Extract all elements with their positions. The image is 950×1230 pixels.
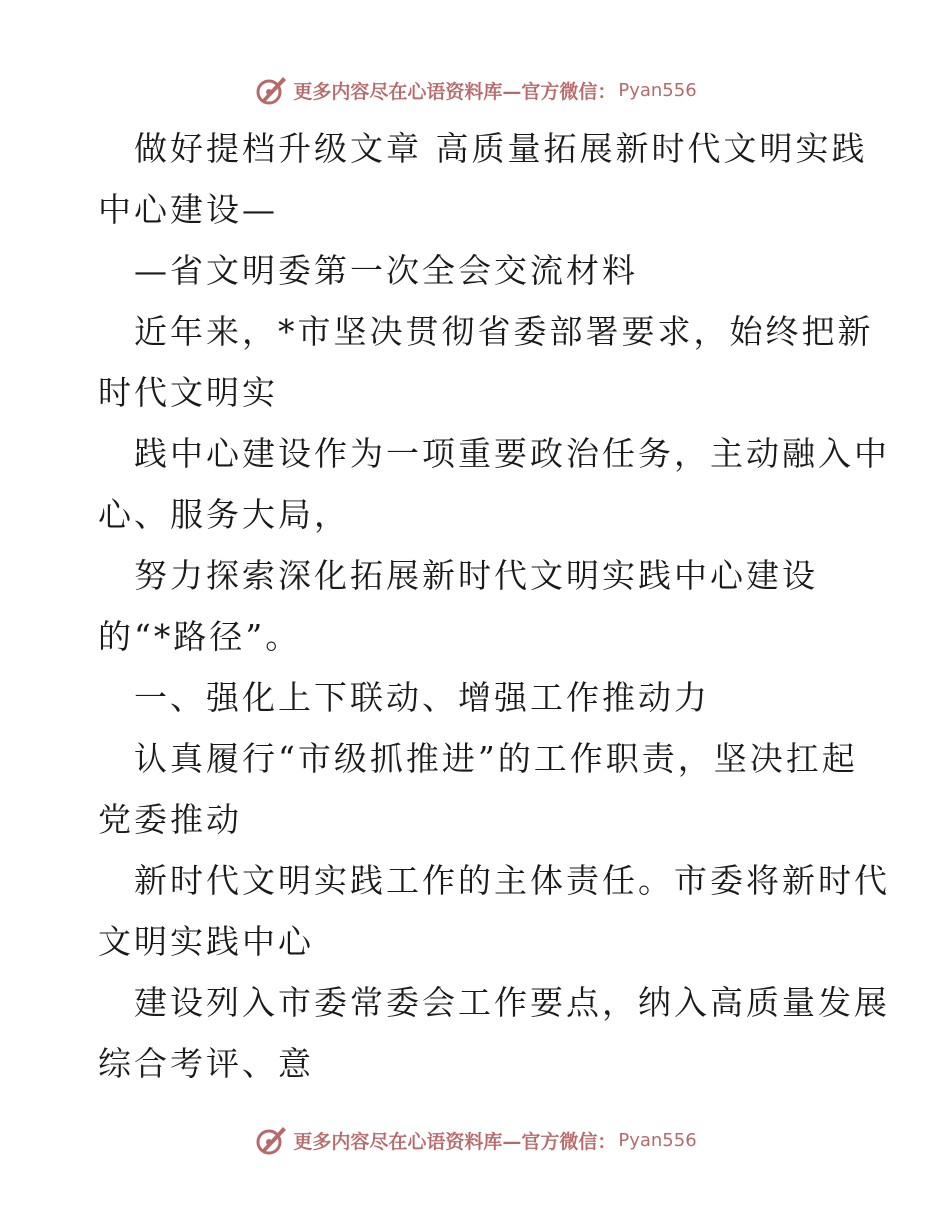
text-line: 综合考评、意 (98, 1044, 314, 1083)
text-line: 党委推动 (98, 800, 242, 839)
title-line-1: 做好提档升级文章 高质量拓展新时代文明实践 (134, 129, 868, 168)
section-heading: 一、强化上下联动、增强工作推动力 (134, 678, 710, 717)
text-line: 时代文明实 (98, 373, 278, 412)
subtitle-line: —省文明委第一次全会交流材料 (134, 251, 638, 290)
watermark-wechat-id: Pyan556 (618, 79, 697, 101)
text-line: 建设列入市委常委会工作要点，纳入高质量发展 (134, 983, 890, 1022)
text-line: 近年来，*市坚决贯彻省委部署要求，始终把新 (134, 312, 874, 351)
text-line: 新时代文明实践工作的主体责任。市委将新时代 (134, 861, 890, 900)
text-line: 心、服务大局， (98, 495, 350, 534)
quill-pen-seal-icon (253, 1122, 289, 1158)
title-line-2: 中心建设— (98, 190, 278, 229)
document-body (98, 118, 890, 1094)
text-line: 认真履行“市级抓推进”的工作职责，坚决扛起 (134, 739, 858, 778)
footer-watermark (0, 1120, 950, 1160)
text-line: 践中心建设作为一项重要政治任务，主动融入中 (134, 434, 890, 473)
header-watermark (0, 70, 950, 110)
text-line: 的“*路径”。 (98, 617, 302, 656)
quill-pen-seal-icon (253, 72, 289, 108)
text-line: 文明实践中心 (98, 922, 314, 961)
text-line: 努力探索深化拓展新时代文明实践中心建设 (134, 556, 818, 595)
watermark-wechat-id: Pyan556 (618, 1129, 697, 1151)
watermark-text: 更多内容尽在心语资料库—官方微信： (293, 1130, 617, 1153)
watermark-text: 更多内容尽在心语资料库—官方微信： (293, 80, 617, 103)
